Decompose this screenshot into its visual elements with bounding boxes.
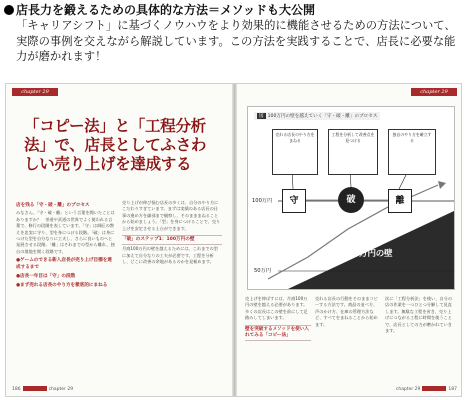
stage-shu: 守 xyxy=(282,189,306,213)
page-number: 186 xyxy=(12,387,21,392)
footer-chapter-label: chapter 29 xyxy=(48,387,74,392)
body-text: 売れる店長の行動をそのままコピーする方法です。商品の並べ方、声のかけ方、在庫の管理方法など、すべてをまねることから始めます。 xyxy=(315,296,378,327)
diagram-title-text: 100万円の壁を越えていく「守・破・離」のプロセス xyxy=(267,114,378,119)
stage-ha: 破 xyxy=(338,187,364,213)
arrow-head-icon xyxy=(438,181,446,189)
footer-bar xyxy=(23,386,47,391)
wall-label: 100万円の壁 xyxy=(342,249,393,259)
right-page xyxy=(235,84,462,396)
right-page-column-3 xyxy=(385,296,455,390)
article-headline: 「コピー法」と「工程分析法」で、店長としてふさわしい売り上げを達成する xyxy=(24,116,207,173)
process-diagram xyxy=(247,106,455,290)
body-text: 次に「工程分析法」を使い、自分の店の作業を一つひとつ分解して見直します。無駄な工程を省き、売り上げにつながる工程に時間を使うことで、店長としての力が磨かれていきます。 xyxy=(385,296,453,334)
right-page-column-2 xyxy=(315,296,381,390)
body-text: 月商100万円の壁を越えるためには、これまでの型に加えて自分なりの工夫が必要です。工程を分析し、どこに改善の余地があるのかを見極めます。 xyxy=(122,246,218,265)
intro-body: 「キャリアシフト」に基づくノウハウをより効果的に機能させるための方法について、実際の事例を交えながら解説しています。この方法を実践することで、店長に必要な能力が磨かれます！ xyxy=(16,19,456,63)
note-ha: 工程を分析して改善点を見つける xyxy=(328,129,378,175)
axis-label-100: 100万円 xyxy=(252,198,273,204)
book-spread-image xyxy=(5,83,462,397)
chapter-tab-left: chapter 29 xyxy=(12,88,58,96)
section-heading: 「破」のステップ1：100万円の壁 xyxy=(122,235,222,245)
page-footer-left xyxy=(12,386,73,394)
stage-ri: 離 xyxy=(388,189,412,213)
intro-section xyxy=(4,2,466,65)
section-heading: 店を残る「守・破・離」のプロセス xyxy=(16,203,90,208)
body-text: みなさん、「守・破・離」という言葉を聞いたことはありますか？ 茶道や武道の世界でよく使われる言葉で、修行の段階を表しています。「守」は師匠の教えを忠実に守り、型を身につける段階。「破」は身につけた型を自分なりに工夫し、さらに良いものへと発展させる段階。「離」はそれまでの型から離れ、独自の境地を開く段階です。 xyxy=(16,210,115,254)
note-ri: 独自のやり方を確立する xyxy=(388,129,436,175)
bullet-dot-icon xyxy=(4,5,14,15)
intro-title xyxy=(4,2,466,18)
left-page xyxy=(6,84,234,396)
page-number: 187 xyxy=(448,387,457,392)
intro-title-text: 店長力を鍛えるための具体的な方法＝メソッドも大公開 xyxy=(16,3,316,17)
footer-chapter-label: chapter 29 xyxy=(395,387,421,392)
left-page-column-2 xyxy=(122,200,222,386)
diagram-number: 図 xyxy=(259,114,264,119)
bullet-heading: ●ゲームのできる新入店長が売り上げ目標を達成するまで xyxy=(16,258,112,270)
axis-label-50: 50万円 xyxy=(254,268,271,274)
right-page-column-1 xyxy=(245,296,311,390)
left-page-column-1 xyxy=(16,200,116,386)
body-text: 売り上げが伸び悩む店長の多くは、自分のやり方にこだわりすぎています。まずは実績のある店長の仕事の進め方を細部まで観察し、そのまままねることから始めましょう。「型」を身につけることで、売り上げを安定させる土台ができます。 xyxy=(122,200,221,231)
footer-bar xyxy=(422,386,446,391)
section-heading: 壁を突破するメソッドを使い入れてみる「コピー法」 xyxy=(245,325,311,342)
bullet-heading: ●店長一年目は「守」の段階 xyxy=(16,274,76,280)
page-footer-right xyxy=(396,386,457,394)
diagram-title xyxy=(254,112,380,120)
body-text: 売上げを伸ばすには、月商100万円の壁を越える必要があります。多くの店長はこの壁を前にして足踏みしてしまいます。 xyxy=(245,296,308,321)
chapter-tab-right: chapter 29 xyxy=(411,88,457,96)
bullet-heading: ●まず売れる店長のやり方を徹底的にまねる xyxy=(16,283,108,289)
note-shu: 売れる店長のやり方をまねる xyxy=(272,129,318,175)
